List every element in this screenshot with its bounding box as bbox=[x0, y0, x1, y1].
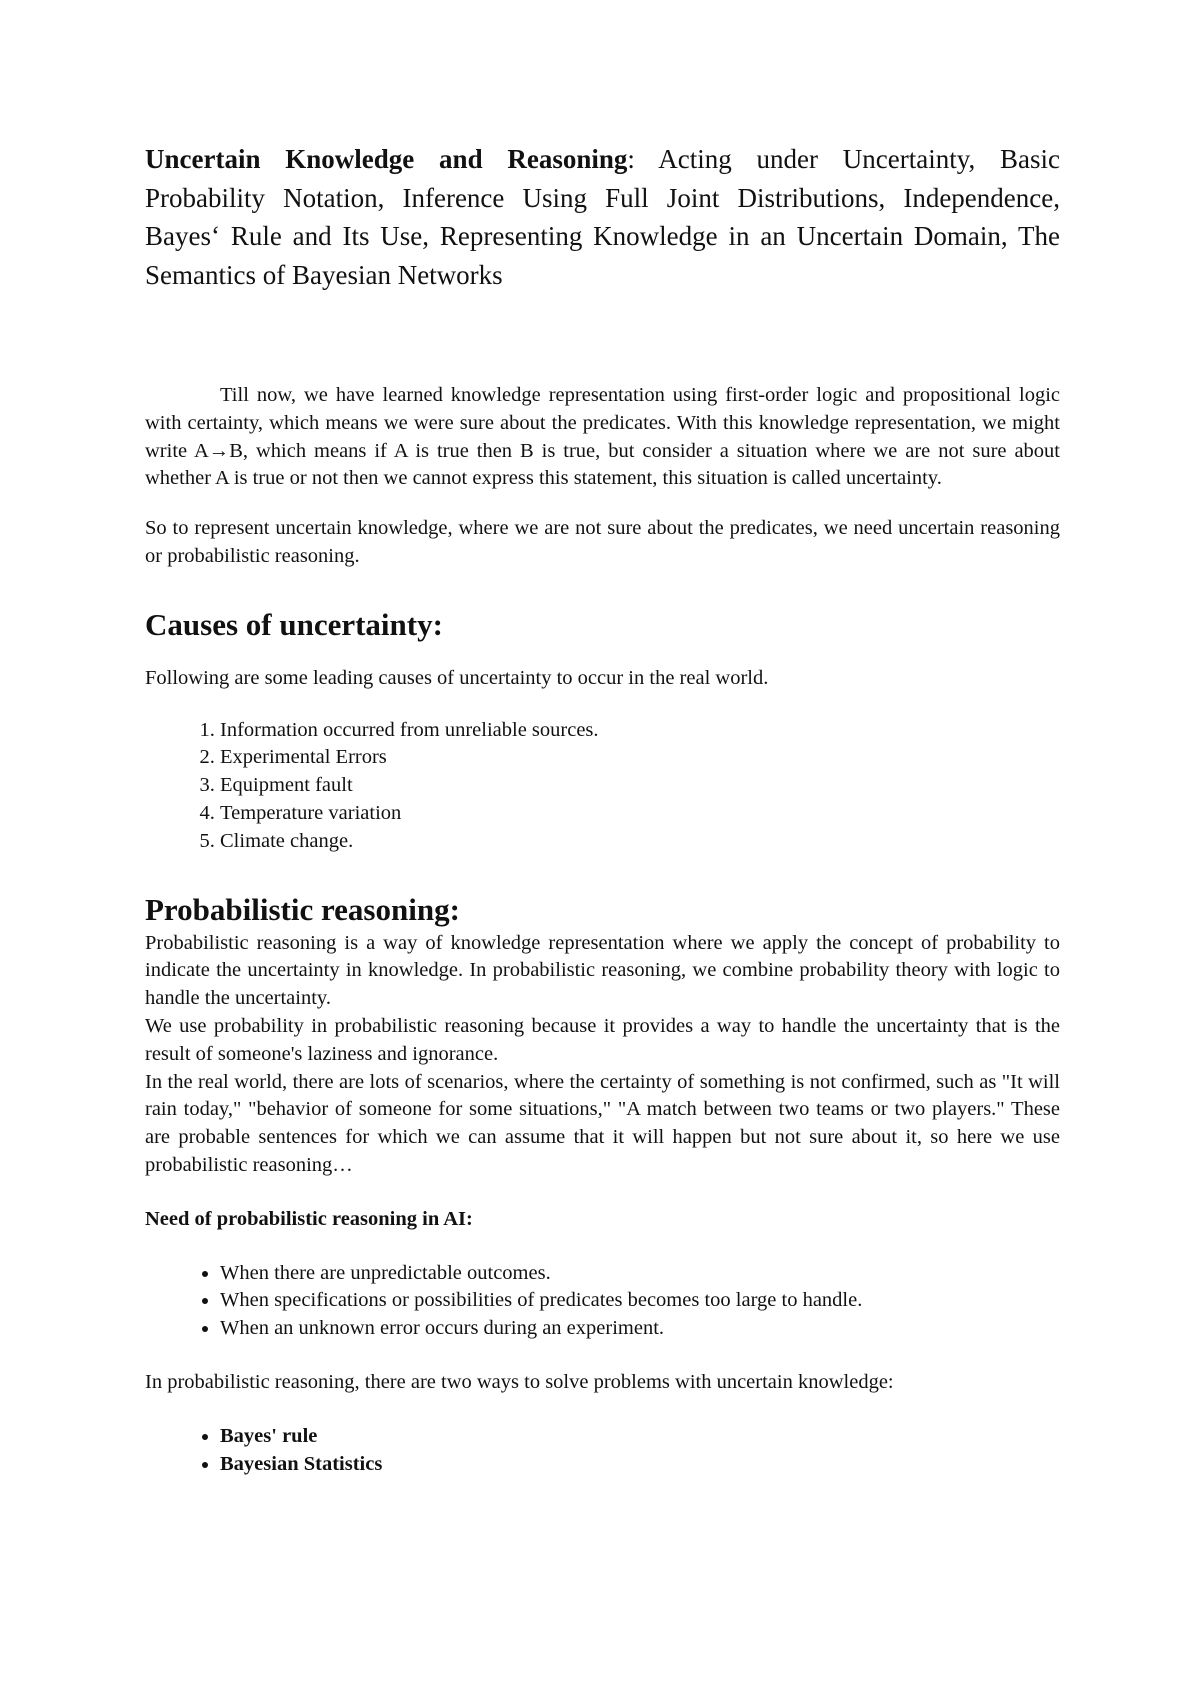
need-list bbox=[145, 1260, 1060, 1343]
title-bold: Uncertain Knowledge and Reasoning bbox=[145, 144, 628, 174]
list-item: 1. Information occurred from unreliable sources. bbox=[220, 717, 1060, 745]
document-page bbox=[145, 140, 1060, 1478]
list-item: 2. Experimental Errors bbox=[220, 744, 1060, 772]
list-item: 4. Temperature variation bbox=[220, 800, 1060, 828]
need-heading: Need of probabilistic reasoning in AI: bbox=[145, 1207, 473, 1230]
causes-lead: Following are some leading causes of uncertainty to occur in the real world. bbox=[145, 666, 769, 689]
intro-paragraph-2: So to represent uncertain knowledge, where we are not sure about the predicates, we need uncertain reasoning or probabilistic reasoning. bbox=[145, 517, 1060, 567]
list-item: • When an unknown error occurs during an experiment. bbox=[220, 1315, 1060, 1343]
title-rest: : Acting under Uncertainty, Basic Probability Notation, Inference Using Full Joint Distributions, Independence, Bayes‘ Rule and Its Use, Representing Knowledge in an Uncertain Domain, The Semantics of Bayesian Networks bbox=[145, 144, 1060, 290]
list-item: • Bayes' rule bbox=[220, 1423, 1060, 1451]
ways-lead: In probabilistic reasoning, there are two ways to solve problems with uncertain knowledge: bbox=[145, 1370, 894, 1393]
probabilistic-paragraph-3: In the real world, there are lots of scenarios, where the certainty of something is not confirmed, such as "It will rain today," "behavior of someone for some situations," "A match between two teams or two players." These are probable sentences for which we can assume that it will happen but not sure about it, so here we use probabilistic reasoning… bbox=[145, 1070, 1060, 1176]
causes-list bbox=[145, 717, 1060, 856]
ways-list bbox=[145, 1423, 1060, 1479]
list-item: • When specifications or possibilities of predicates becomes too large to handle. bbox=[220, 1287, 1060, 1315]
list-item: • Bayesian Statistics bbox=[220, 1451, 1060, 1479]
list-item: 3. Equipment fault bbox=[220, 772, 1060, 800]
list-item: 5. Climate change. bbox=[220, 828, 1060, 856]
causes-heading: Causes of uncertainty: bbox=[145, 606, 443, 642]
probabilistic-heading: Probabilistic reasoning: bbox=[145, 891, 460, 927]
document-title bbox=[145, 140, 1060, 294]
probabilistic-paragraph-1: Probabilistic reasoning is a way of knowledge representation where we apply the concept of probability to indicate the uncertainty in knowledge. In probabilistic reasoning, we combine probability theory with logic to handle the uncertainty. bbox=[145, 931, 1060, 1010]
intro-paragraph-1: Till now, we have learned knowledge representation using first-order logic and propositional logic with certainty, which means we were sure about the predicates. With this knowledge representation, we might write A→B, which means if A is true then B is true, but consider a situation where we are not sure about whether A is true or not then we cannot express this statement, this situation is called uncertainty. bbox=[145, 384, 1060, 490]
list-item: • When there are unpredictable outcomes. bbox=[220, 1260, 1060, 1288]
probabilistic-paragraph-2: We use probability in probabilistic reasoning because it provides a way to handle the uncertainty that is the result of someone's laziness and ignorance. bbox=[145, 1014, 1060, 1065]
